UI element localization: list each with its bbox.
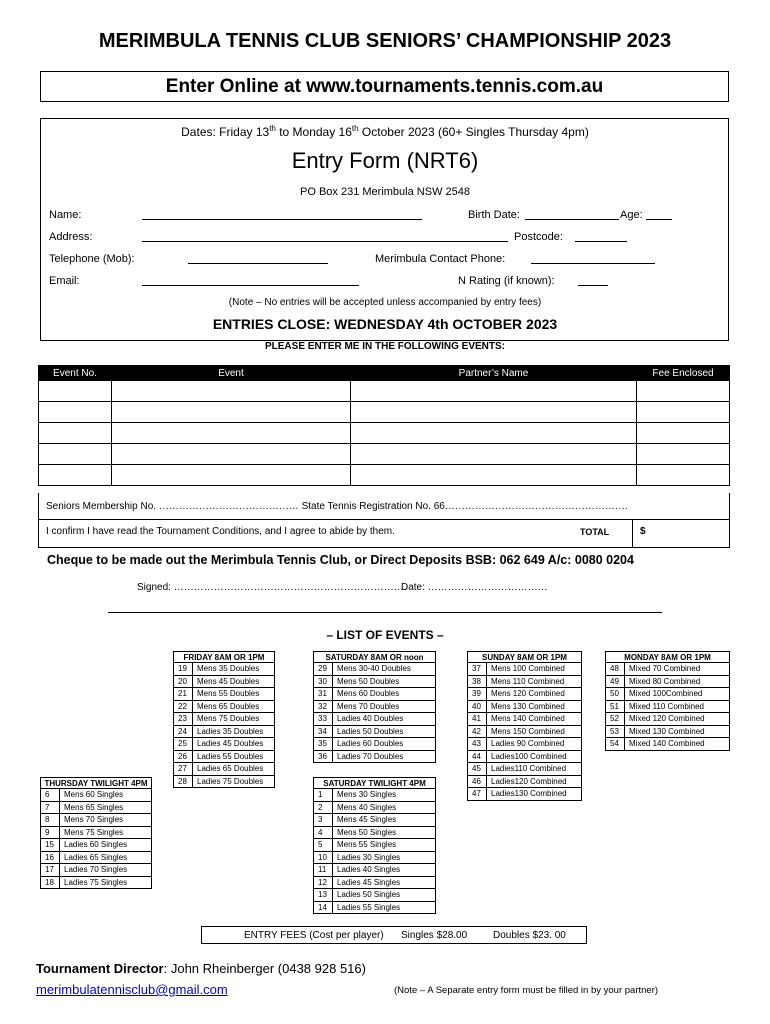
event-row — [174, 750, 275, 763]
po-box: PO Box 231 Merimbula NSW 2548 — [300, 186, 470, 198]
table-title: SUNDAY 8AM OR 1PM — [468, 652, 582, 663]
age-label: Age: — [620, 209, 643, 221]
entry-table — [38, 365, 730, 486]
fee-cell[interactable] — [637, 381, 730, 402]
dates-sup: th — [351, 124, 359, 133]
event-name: Mens 70 Singles — [60, 814, 152, 827]
telephone-field[interactable] — [188, 263, 328, 264]
partner-cell[interactable] — [351, 402, 637, 423]
event-name: Mixed 140 Combined — [625, 738, 730, 751]
event-name: Ladies 65 Singles — [60, 851, 152, 864]
event-number: 40 — [468, 700, 487, 713]
event-row — [468, 688, 582, 701]
table-row — [39, 465, 730, 486]
event-row — [174, 663, 275, 676]
event-number: 9 — [41, 826, 60, 839]
event-number: 32 — [314, 700, 333, 713]
event-row — [174, 763, 275, 776]
event-row — [41, 826, 152, 839]
event-number: 53 — [606, 725, 625, 738]
total-field[interactable]: $ — [640, 526, 646, 537]
event-name: Mens 45 Doubles — [193, 675, 275, 688]
event-row — [606, 725, 730, 738]
event-row — [174, 700, 275, 713]
singles-fee: Singles $28.00 — [401, 930, 468, 941]
event-number: 16 — [41, 851, 60, 864]
partner-cell[interactable] — [351, 423, 637, 444]
event-name: Ladies 35 Doubles — [193, 725, 275, 738]
event-number: 11 — [314, 864, 333, 877]
event-number: 22 — [174, 700, 193, 713]
event-row — [314, 801, 436, 814]
name-field[interactable] — [142, 219, 422, 220]
event-name: Ladies 55 Doubles — [193, 750, 275, 763]
event-row — [41, 789, 152, 802]
event-name: Mixed 120 Combined — [625, 713, 730, 726]
contact-phone-label: Merimbula Contact Phone: — [375, 253, 506, 265]
event-number: 46 — [468, 775, 487, 788]
table-title: MONDAY 8AM OR 1PM — [606, 652, 730, 663]
dates-line — [0, 124, 770, 139]
birth-date-field[interactable] — [525, 219, 619, 220]
event-number: 45 — [468, 763, 487, 776]
event-name: Ladies 40 Doubles — [333, 713, 436, 726]
event-name: Ladies 50 Doubles — [333, 725, 436, 738]
event-name: Mens 50 Doubles — [333, 675, 436, 688]
event-number: 34 — [314, 725, 333, 738]
event-row — [314, 750, 436, 763]
event-row — [468, 750, 582, 763]
event-name: Mens 130 Combined — [487, 700, 582, 713]
event-row — [314, 675, 436, 688]
event-name: Ladies 75 Singles — [60, 876, 152, 889]
event-name: Ladies 70 Doubles — [333, 750, 436, 763]
event-number: 51 — [606, 700, 625, 713]
table-title: THURSDAY TWILIGHT 4PM — [41, 778, 152, 789]
event-number: 3 — [314, 814, 333, 827]
table-title: SATURDAY 8AM OR noon — [314, 652, 436, 663]
col-event: Event — [112, 366, 351, 381]
event-name: Ladies130 Combined — [487, 788, 582, 801]
table-title: FRIDAY 8AM OR 1PM — [174, 652, 275, 663]
event-no-cell[interactable] — [39, 465, 112, 486]
event-number: 37 — [468, 663, 487, 676]
entries-close: ENTRIES CLOSE: WEDNESDAY 4th OCTOBER 2023 — [212, 316, 558, 332]
event-number: 41 — [468, 713, 487, 726]
event-number: 48 — [606, 663, 625, 676]
page-title: MERIMBULA TENNIS CLUB SENIORS’ CHAMPIONSHIP 2023 — [98, 30, 672, 52]
col-partner: Partner’s Name — [351, 366, 637, 381]
event-no-cell[interactable] — [39, 381, 112, 402]
telephone-label: Telephone (Mob): — [49, 253, 135, 265]
event-number: 38 — [468, 675, 487, 688]
saturday-events-table — [313, 651, 436, 763]
event-cell[interactable] — [112, 465, 351, 486]
event-number: 39 — [468, 688, 487, 701]
event-number: 33 — [314, 713, 333, 726]
event-row — [174, 688, 275, 701]
event-name: Mens 120 Combined — [487, 688, 582, 701]
event-name: Ladies 90 Combined — [487, 738, 582, 751]
postcode-label: Postcode: — [514, 231, 563, 243]
event-name: Mixed 80 Combined — [625, 675, 730, 688]
event-row — [468, 775, 582, 788]
event-name: Mixed 110 Combined — [625, 700, 730, 713]
event-name: Mens 35 Doubles — [193, 663, 275, 676]
friday-events-table — [173, 651, 275, 788]
event-name: Ladies 30 Singles — [333, 851, 436, 864]
event-name: Ladies 60 Singles — [60, 839, 152, 852]
event-name: Mens 75 Doubles — [193, 713, 275, 726]
event-cell[interactable] — [112, 423, 351, 444]
event-name: Ladies 45 Singles — [333, 876, 436, 889]
event-no-cell[interactable] — [39, 402, 112, 423]
event-row — [314, 700, 436, 713]
event-name: Mixed 130 Combined — [625, 725, 730, 738]
event-name: Ladies 70 Singles — [60, 864, 152, 877]
event-row — [468, 788, 582, 801]
event-name: Mens 140 Combined — [487, 713, 582, 726]
partner-cell[interactable] — [351, 444, 637, 465]
event-row — [314, 814, 436, 827]
event-cell[interactable] — [112, 381, 351, 402]
event-row — [41, 864, 152, 877]
event-row — [606, 675, 730, 688]
dates-text: October 2023 (60+ Singles Thursday 4pm) — [358, 125, 589, 139]
tournament-director — [36, 961, 366, 976]
event-row — [174, 725, 275, 738]
event-number: 23 — [174, 713, 193, 726]
event-row — [314, 826, 436, 839]
event-number: 50 — [606, 688, 625, 701]
event-row — [174, 675, 275, 688]
event-row — [314, 839, 436, 852]
event-number: 54 — [606, 738, 625, 751]
event-number: 27 — [174, 763, 193, 776]
event-row — [174, 775, 275, 788]
event-row — [314, 889, 436, 902]
event-row — [468, 713, 582, 726]
event-name: Mens 60 Singles — [60, 789, 152, 802]
table-row — [39, 381, 730, 402]
event-name: Mens 40 Singles — [333, 801, 436, 814]
event-row — [174, 738, 275, 751]
date-field[interactable]: Date: ……………………………… — [401, 582, 548, 593]
event-number: 6 — [41, 789, 60, 802]
event-name: Mens 75 Singles — [60, 826, 152, 839]
event-row — [314, 876, 436, 889]
form-title: Entry Form (NRT6) — [291, 148, 479, 173]
fee-cell[interactable] — [637, 402, 730, 423]
event-row — [41, 876, 152, 889]
event-row — [468, 663, 582, 676]
divider — [108, 612, 662, 613]
event-name: Ladies110 Combined — [487, 763, 582, 776]
cheque-instructions: Cheque to be made out the Merimbula Tennis Club, or Direct Deposits BSB: 062 649 A/c: 0080 0204 — [47, 553, 634, 567]
event-number: 5 — [314, 839, 333, 852]
event-row — [174, 713, 275, 726]
event-number: 21 — [174, 688, 193, 701]
partner-cell[interactable] — [351, 465, 637, 486]
director-contact: : John Rheinberger (0438 928 516) — [163, 961, 366, 976]
fee-cell[interactable] — [637, 465, 730, 486]
event-row — [314, 725, 436, 738]
event-row — [606, 738, 730, 751]
club-email-link[interactable]: merimbulatennisclub@gmail.com — [36, 982, 228, 997]
event-row — [606, 700, 730, 713]
fees-label: ENTRY FEES (Cost per player) — [244, 930, 384, 941]
event-number: 26 — [174, 750, 193, 763]
event-name: Mixed 100Combined — [625, 688, 730, 701]
event-name: Mens 70 Doubles — [333, 700, 436, 713]
event-row — [41, 814, 152, 827]
event-name: Ladies 40 Singles — [333, 864, 436, 877]
dates-sup: th — [269, 124, 276, 133]
event-number: 49 — [606, 675, 625, 688]
event-name: Ladies 45 Doubles — [193, 738, 275, 751]
address-field[interactable] — [142, 241, 508, 242]
event-name: Mens 110 Combined — [487, 675, 582, 688]
event-name: Mens 65 Singles — [60, 801, 152, 814]
event-row — [606, 688, 730, 701]
dates-text: to Monday 16 — [275, 125, 352, 139]
event-name: Ladies 55 Singles — [333, 901, 436, 914]
event-number: 44 — [468, 750, 487, 763]
birth-date-label: Birth Date: — [468, 209, 520, 221]
event-name: Ladies 75 Doubles — [193, 775, 275, 788]
divider — [632, 519, 633, 548]
event-number: 47 — [468, 788, 487, 801]
event-number: 13 — [314, 889, 333, 902]
event-number: 36 — [314, 750, 333, 763]
name-label: Name: — [49, 209, 82, 221]
event-number: 42 — [468, 725, 487, 738]
table-title: SATURDAY TWILIGHT 4PM — [314, 778, 436, 789]
dates-text: Dates: Friday 13 — [181, 125, 270, 139]
table-row — [39, 444, 730, 465]
event-number: 52 — [606, 713, 625, 726]
event-name: Mixed 70 Combined — [625, 663, 730, 676]
event-number: 19 — [174, 663, 193, 676]
event-row — [606, 663, 730, 676]
event-name: Mens 30-40 Doubles — [333, 663, 436, 676]
event-row — [468, 763, 582, 776]
entry-fees-box — [201, 926, 587, 944]
event-name: Mens 150 Combined — [487, 725, 582, 738]
event-number: 2 — [314, 801, 333, 814]
event-row — [468, 675, 582, 688]
event-name: Mens 45 Singles — [333, 814, 436, 827]
event-cell[interactable] — [112, 402, 351, 423]
table-row — [39, 402, 730, 423]
rating-label: N Rating (if known): — [458, 275, 555, 287]
confirm-text: I confirm I have read the Tournament Conditions, and I agree to abide by them. — [46, 526, 395, 537]
event-row — [606, 713, 730, 726]
event-number: 8 — [41, 814, 60, 827]
event-number: 43 — [468, 738, 487, 751]
postcode-field[interactable] — [575, 241, 627, 242]
event-cell[interactable] — [112, 444, 351, 465]
col-fee: Fee Enclosed — [637, 366, 730, 381]
event-row — [314, 851, 436, 864]
event-name: Ladies 65 Doubles — [193, 763, 275, 776]
event-row — [314, 713, 436, 726]
event-no-cell[interactable] — [39, 423, 112, 444]
event-number: 1 — [314, 789, 333, 802]
sunday-events-table — [467, 651, 582, 801]
event-row — [314, 789, 436, 802]
event-name: Mens 55 Singles — [333, 839, 436, 852]
event-row — [314, 663, 436, 676]
thursday-events-table — [40, 777, 152, 889]
fee-cell[interactable] — [637, 423, 730, 444]
event-number: 31 — [314, 688, 333, 701]
event-number: 7 — [41, 801, 60, 814]
event-number: 14 — [314, 901, 333, 914]
event-no-cell[interactable] — [39, 444, 112, 465]
event-row — [468, 700, 582, 713]
divider — [38, 519, 730, 520]
saturday-twilight-table — [313, 777, 436, 914]
event-row — [41, 851, 152, 864]
event-row — [468, 725, 582, 738]
partner-note: (Note – A Separate entry form must be filled in by your partner) — [394, 985, 659, 996]
event-number: 35 — [314, 738, 333, 751]
event-row — [314, 864, 436, 877]
online-entry-banner[interactable]: Enter Online at www.tournaments.tennis.com.au — [40, 71, 729, 102]
event-name: Mens 50 Singles — [333, 826, 436, 839]
event-number: 28 — [174, 775, 193, 788]
event-name: Ladies 60 Doubles — [333, 738, 436, 751]
event-name: Ladies120 Combined — [487, 775, 582, 788]
event-number: 15 — [41, 839, 60, 852]
address-label: Address: — [49, 231, 93, 243]
fee-cell[interactable] — [637, 444, 730, 465]
event-row — [41, 839, 152, 852]
rating-field[interactable] — [578, 285, 608, 286]
director-label: Tournament Director — [36, 961, 164, 976]
contact-phone-field[interactable] — [531, 263, 655, 264]
event-name: Ladies100 Combined — [487, 750, 582, 763]
fees-note: (Note – No entries will be accepted unless accompanied by entry fees) — [228, 297, 542, 308]
event-name: Mens 100 Combined — [487, 663, 582, 676]
event-number: 29 — [314, 663, 333, 676]
list-of-events-heading: – LIST OF EVENTS – — [326, 628, 444, 642]
event-row — [314, 688, 436, 701]
event-number: 18 — [41, 876, 60, 889]
event-name: Mens 60 Doubles — [333, 688, 436, 701]
partner-cell[interactable] — [351, 381, 637, 402]
col-event-no: Event No. — [39, 366, 112, 381]
event-number: 30 — [314, 675, 333, 688]
event-number: 20 — [174, 675, 193, 688]
please-enter: PLEASE ENTER ME IN THE FOLLOWING EVENTS: — [264, 341, 505, 352]
age-field[interactable] — [646, 219, 672, 220]
event-number: 24 — [174, 725, 193, 738]
doubles-fee: Doubles $23. 00 — [493, 930, 566, 941]
event-number: 10 — [314, 851, 333, 864]
email-field[interactable] — [142, 285, 359, 286]
table-row — [39, 423, 730, 444]
email-label: Email: — [49, 275, 80, 287]
event-name: Mens 55 Doubles — [193, 688, 275, 701]
monday-events-table — [605, 651, 730, 751]
event-row — [41, 801, 152, 814]
total-label: TOTAL — [580, 527, 610, 537]
event-row — [314, 901, 436, 914]
event-name: Mens 65 Doubles — [193, 700, 275, 713]
event-row — [468, 738, 582, 751]
event-number: 12 — [314, 876, 333, 889]
event-number: 4 — [314, 826, 333, 839]
event-row — [314, 738, 436, 751]
membership-line[interactable]: Seniors Membership No. …………………………………… State Tennis Registration No. 66………………………………………………. — [46, 501, 628, 512]
signed-field[interactable]: Signed: ……………………………………………………………. — [137, 582, 407, 593]
event-number: 17 — [41, 864, 60, 877]
event-name: Mens 30 Singles — [333, 789, 436, 802]
event-number: 25 — [174, 738, 193, 751]
event-name: Ladies 50 Singles — [333, 889, 436, 902]
